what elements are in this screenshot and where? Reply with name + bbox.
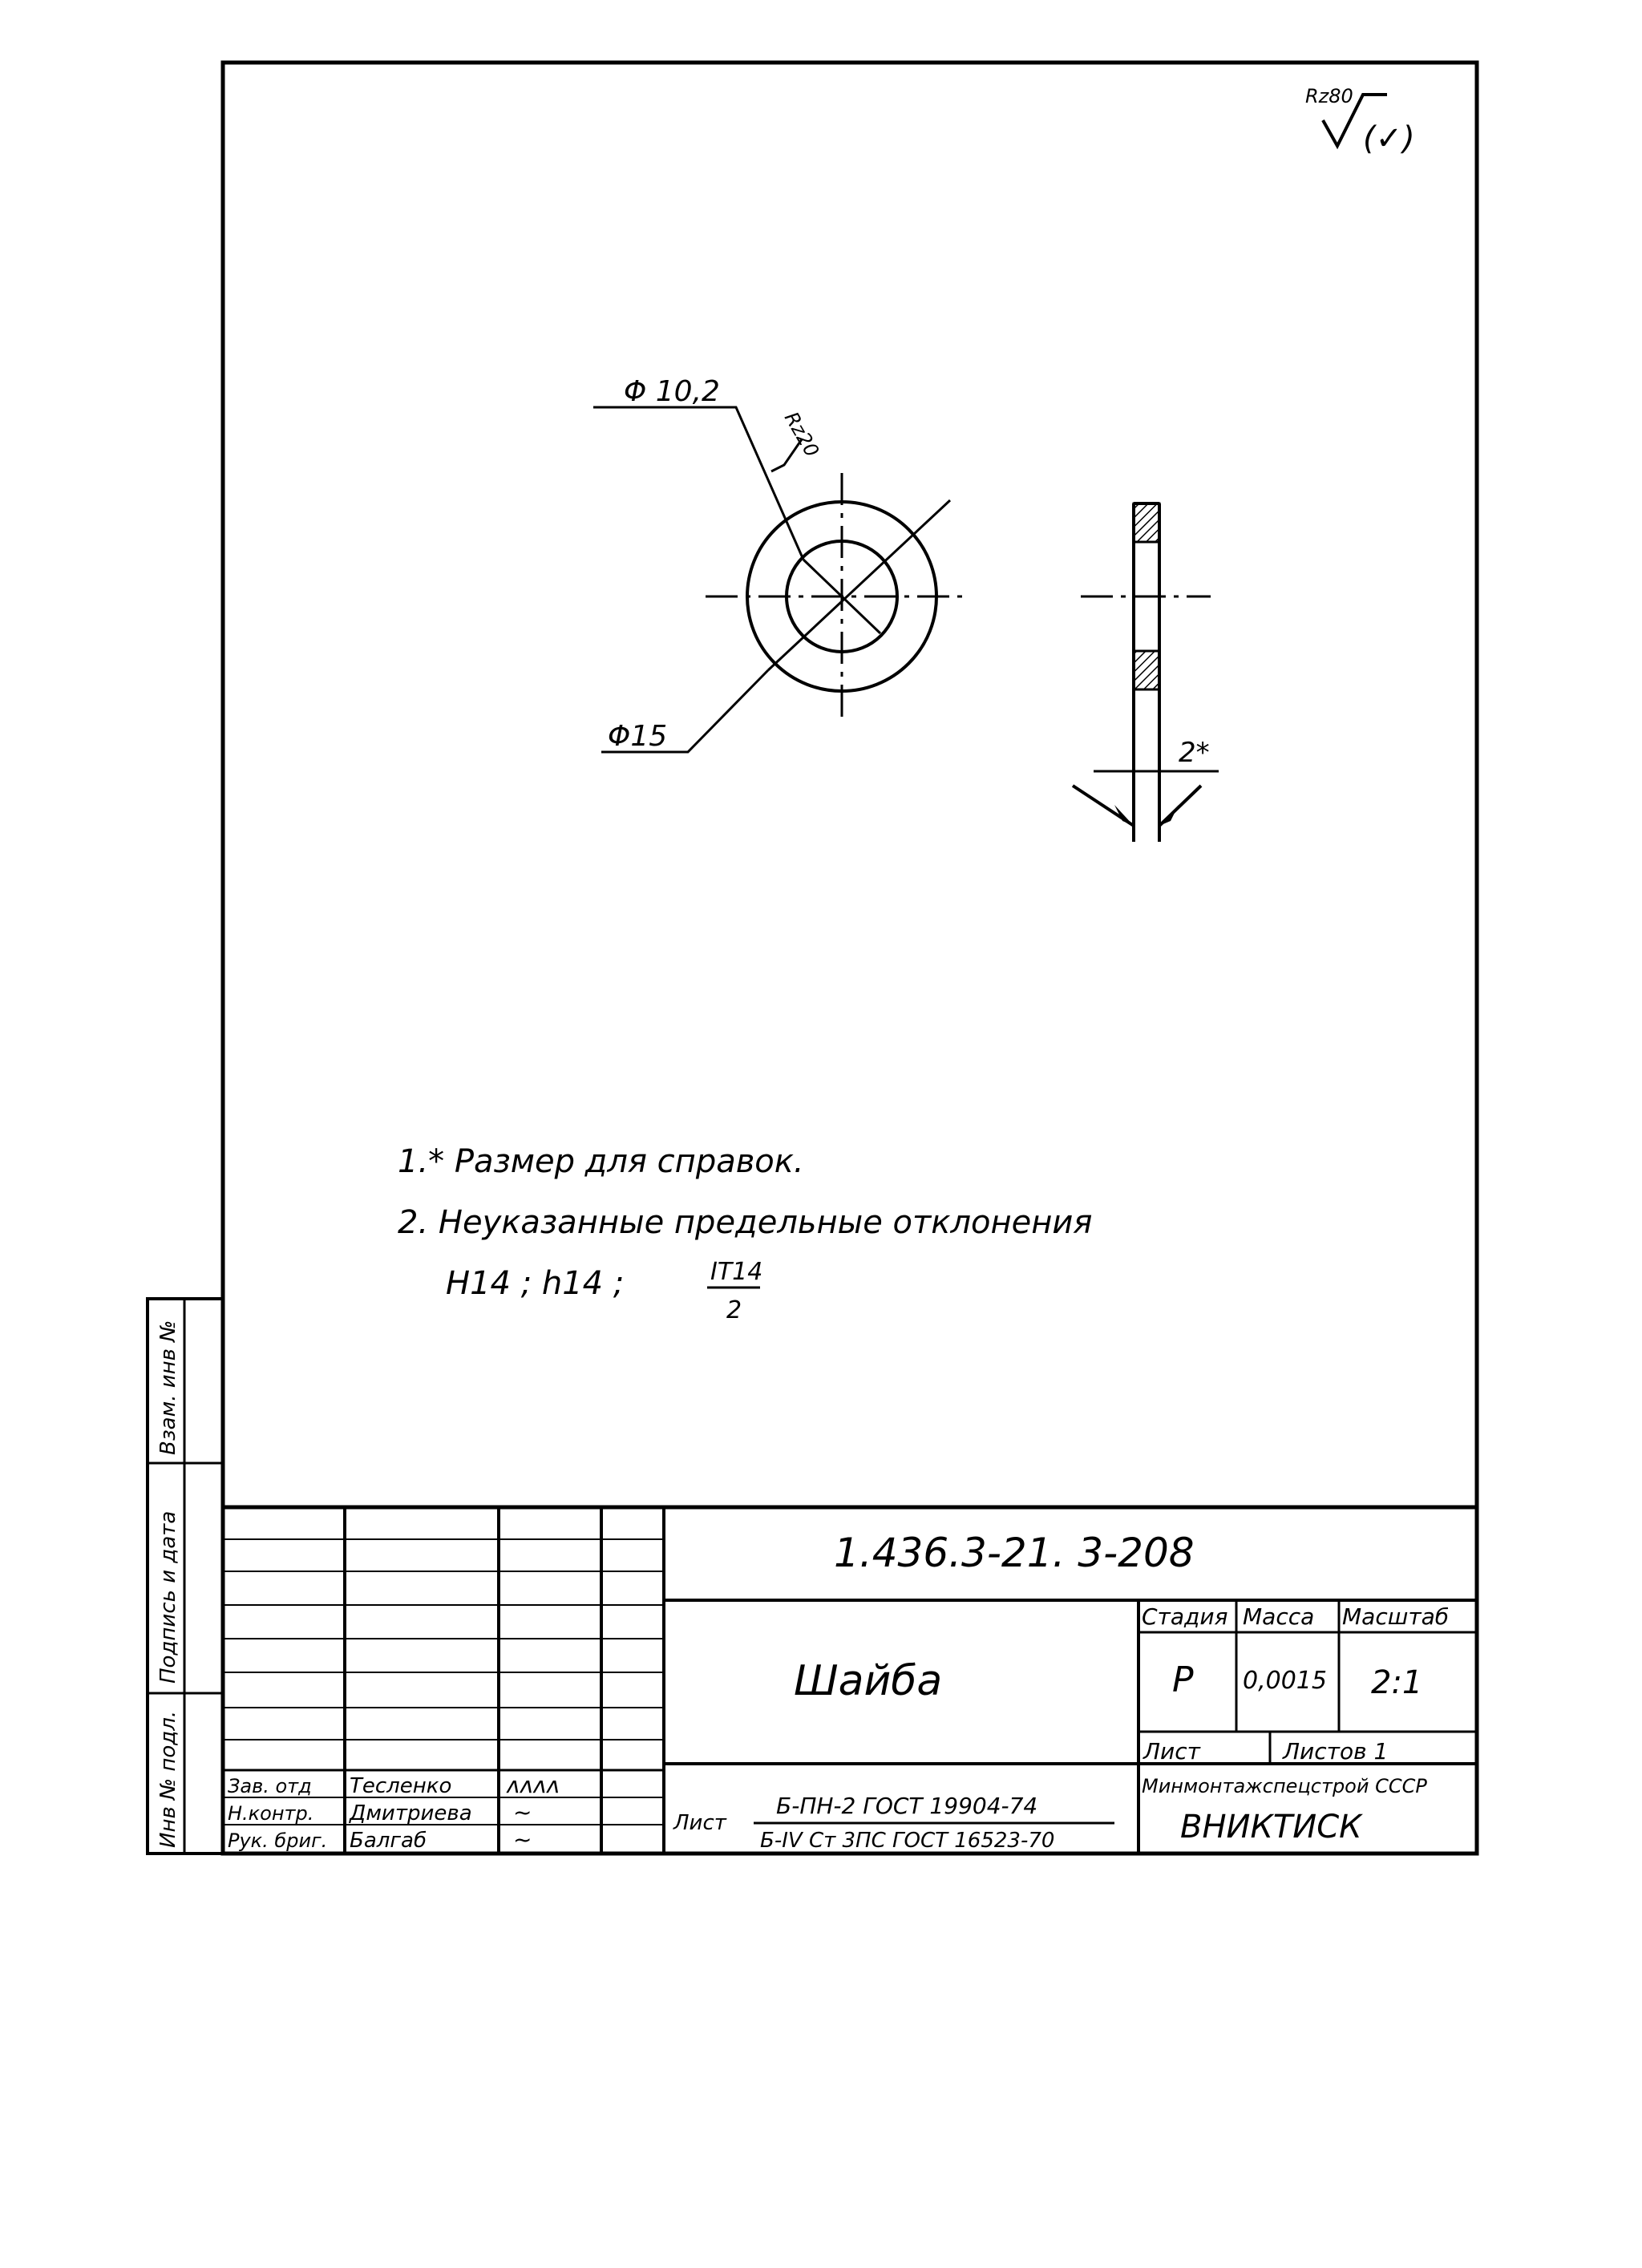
side-label-vzam: Взам. инв № [156,1320,180,1455]
roughness-suffix: (✓) [1363,120,1415,157]
stage-value: Р [1172,1660,1194,1700]
role-label: Рук. бриг. [228,1829,328,1852]
material-label: Лист [673,1811,726,1835]
note-fraction-numerator: IT14 [710,1258,763,1286]
side-stamp [148,1299,223,1854]
sheet-label: Лист [1143,1738,1200,1765]
mass-value: 0,0015 [1243,1667,1327,1695]
side-label-inv: Инв № подл. [156,1710,180,1848]
scale-label: Масштаб [1342,1603,1450,1630]
designation: 1.436.3-21. 3-208 [834,1530,1195,1576]
mass-label: Масса [1243,1603,1315,1630]
role-name: Балгаб [350,1829,427,1853]
dim-outer-diameter: Φ15 [608,720,668,753]
side-label-podpis: Подпись и дата [156,1510,180,1684]
org-name: ВНИКТИСК [1180,1809,1362,1846]
note-fraction-denominator: 2 [726,1296,742,1324]
scale-value: 2:1 [1371,1664,1423,1701]
roughness-mark [1305,85,1415,157]
note-line-1: 1.* Размер для справок. [398,1143,804,1180]
material-top: Б-ПН-2 ГОСТ 19904-74 [776,1793,1038,1819]
dim-thickness: 2* [1179,737,1210,769]
role-signature: ~ [513,1799,532,1825]
role-name: Дмитриева [350,1801,472,1825]
role-signature: ᴧᴧᴧᴧ [507,1772,560,1798]
material-bottom: Б-IV Ст 3ПС ГОСТ 16523-70 [760,1829,1055,1853]
sheets-label: Листов 1 [1283,1738,1389,1765]
role-name: Тесленко [350,1774,452,1798]
note-line-3: H14 ; h14 ; [446,1265,625,1302]
part-name: Шайба [794,1657,943,1705]
dim-inner-diameter: Φ 10,2 [624,375,720,408]
role-signature: ~ [513,1826,532,1853]
stage-label: Стадия [1142,1603,1228,1630]
dim-roughness-hole: Rz20 [779,408,823,461]
washer-side-view [1073,503,1219,842]
roughness-value: Rz80 [1305,85,1353,107]
org-ministry: Минмонтажспецстрой СССР [1142,1775,1427,1797]
notes [398,1143,1092,1324]
role-label: Зав. отд [228,1775,312,1797]
washer-front-view [593,407,962,752]
note-line-2: 2. Неуказанные предельные отклонения [398,1204,1093,1241]
role-label: Н.контр. [228,1802,314,1825]
sheet-frame [223,63,1477,1854]
